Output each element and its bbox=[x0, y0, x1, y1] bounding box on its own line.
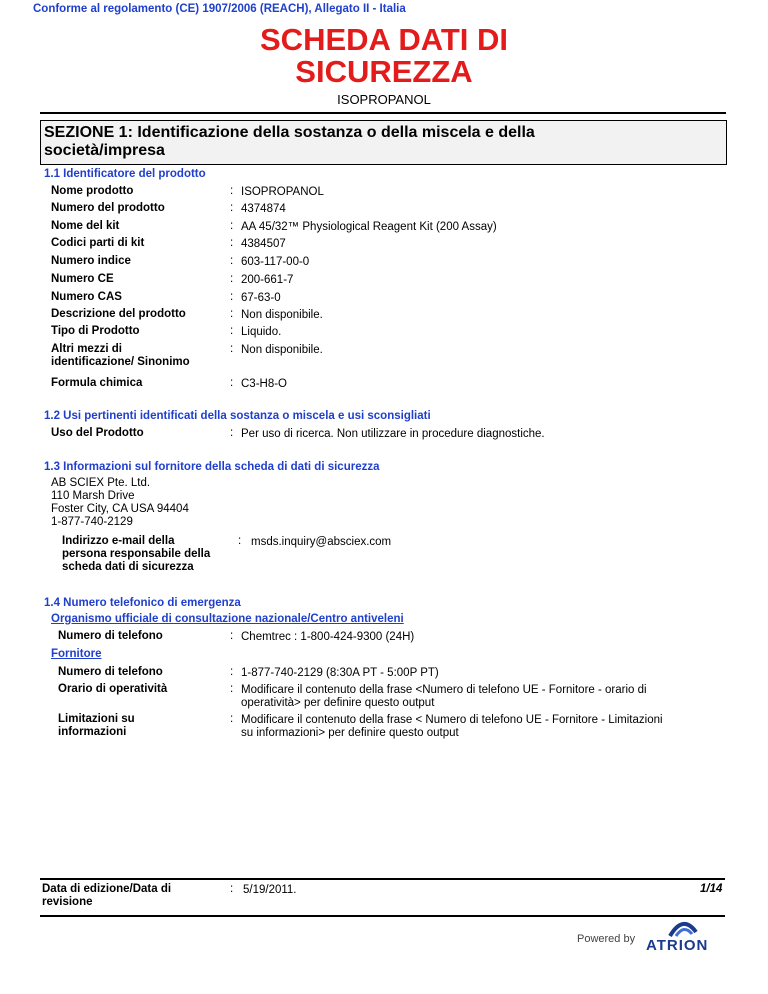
colon: : bbox=[230, 220, 234, 232]
colon: : bbox=[230, 308, 234, 320]
label-product-use: Uso del Prodotto bbox=[51, 427, 144, 439]
value-product-number: 4374874 bbox=[241, 203, 286, 215]
value-limitations-line1: Modificare il contenuto della frase < Numero di telefono UE - Fornitore - Limitazioni bbox=[241, 714, 663, 726]
label-other-identification-line1: Altri mezzi di bbox=[51, 343, 122, 355]
label-supplier-phone: Numero di telefono bbox=[58, 666, 163, 678]
colon: : bbox=[230, 202, 234, 214]
supplier-street: 110 Marsh Drive bbox=[51, 490, 135, 502]
section-1-title-line2: società/impresa bbox=[44, 142, 165, 159]
brand-logo-text: ATRION bbox=[646, 937, 709, 954]
label-kit-name: Nome del kit bbox=[51, 220, 120, 232]
colon: : bbox=[230, 427, 234, 439]
colon: : bbox=[230, 666, 234, 678]
product-name-heading: ISOPROPANOL bbox=[337, 92, 431, 107]
label-ec-number: Numero CE bbox=[51, 273, 114, 285]
label-product-number: Numero del prodotto bbox=[51, 202, 165, 214]
supplier-name: AB SCIEX Pte. Ltd. bbox=[51, 477, 151, 489]
supplier-city: Foster City, CA USA 94404 bbox=[51, 503, 189, 515]
value-supplier-phone: 1-877-740-2129 (8:30A PT - 5:00P PT) bbox=[241, 667, 439, 679]
value-limitations-line2: su informazioni> per definire questo output bbox=[241, 727, 459, 739]
label-product-description: Descrizione del prodotto bbox=[51, 308, 186, 320]
powered-by-text: Powered by bbox=[577, 933, 636, 945]
colon: : bbox=[230, 343, 234, 355]
section-1-header bbox=[40, 120, 727, 165]
label-official-phone: Numero di telefono bbox=[58, 630, 163, 642]
value-official-phone: Chemtrec : 1-800-424-9300 (24H) bbox=[241, 631, 415, 643]
label-revision-date-line1: Data di edizione/Data di bbox=[42, 883, 172, 895]
atrion-logo-icon bbox=[668, 918, 698, 938]
value-product-type: Liquido. bbox=[241, 326, 282, 338]
subsection-1-1-heading: 1.1 Identificatore del prodotto bbox=[44, 168, 206, 180]
document-title-line2: SICUREZZA bbox=[295, 54, 473, 89]
colon: : bbox=[230, 713, 234, 725]
subsection-1-4-heading: 1.4 Numero telefonico di emergenza bbox=[44, 597, 241, 609]
value-email[interactable]: msds.inquiry@absciex.com bbox=[251, 536, 392, 548]
label-chemical-formula: Formula chimica bbox=[51, 377, 143, 389]
label-limitations-line2: informazioni bbox=[58, 726, 127, 738]
official-poison-centre-link[interactable]: Organismo ufficiale di consultazione nazionale/Centro antiveleni bbox=[51, 613, 404, 625]
colon: : bbox=[238, 535, 242, 547]
label-cas-number: Numero CAS bbox=[51, 291, 122, 303]
label-product-type: Tipo di Prodotto bbox=[51, 325, 140, 337]
label-other-identification-line2: identificazione/ Sinonimo bbox=[51, 356, 190, 368]
colon: : bbox=[230, 630, 234, 642]
subsection-1-3-heading: 1.3 Informazioni sul fornitore della scheda di dati di sicurezza bbox=[44, 461, 380, 473]
label-operating-hours: Orario di operatività bbox=[58, 683, 168, 695]
value-index-number: 603-117-00-0 bbox=[241, 256, 310, 268]
value-operating-hours-line2: operatività> per definire questo output bbox=[241, 697, 435, 709]
page-number: 1/14 bbox=[700, 883, 723, 895]
value-ec-number: 200-661-7 bbox=[241, 274, 294, 286]
colon: : bbox=[230, 237, 234, 249]
header-divider bbox=[40, 112, 726, 114]
value-other-identification: Non disponibile. bbox=[241, 344, 323, 356]
label-email-line2: persona responsabile della bbox=[62, 548, 211, 560]
value-operating-hours-line1: Modificare il contenuto della frase <Numero di telefono UE - Fornitore - orario di bbox=[241, 684, 647, 696]
colon: : bbox=[230, 273, 234, 285]
colon: : bbox=[230, 683, 234, 695]
supplier-phone: 1-877-740-2129 bbox=[51, 516, 133, 528]
value-product-name: ISOPROPANOL bbox=[241, 186, 324, 198]
label-product-name: Nome prodotto bbox=[51, 185, 134, 197]
value-kit-part-codes: 4384507 bbox=[241, 238, 286, 250]
colon: : bbox=[230, 883, 234, 895]
colon: : bbox=[230, 325, 234, 337]
regulation-note: Conforme al regolamento (CE) 1907/2006 (REACH), Allegato II - Italia bbox=[33, 3, 406, 15]
label-email-line1: Indirizzo e-mail della bbox=[62, 535, 175, 547]
label-kit-part-codes: Codici parti di kit bbox=[51, 237, 145, 249]
section-1-title-line1: SEZIONE 1: Identificazione della sostanza o della miscela e della bbox=[44, 124, 535, 141]
supplier-link[interactable]: Fornitore bbox=[51, 648, 102, 660]
document-title-line1: SCHEDA DATI DI bbox=[260, 22, 508, 57]
colon: : bbox=[230, 255, 234, 267]
colon: : bbox=[230, 291, 234, 303]
value-product-use: Per uso di ricerca. Non utilizzare in procedure diagnostiche. bbox=[241, 428, 545, 440]
value-product-description: Non disponibile. bbox=[241, 309, 323, 321]
value-revision-date: 5/19/2011. bbox=[243, 884, 297, 896]
subsection-1-2-heading: 1.2 Usi pertinenti identificati della sostanza o miscela e usi sconsigliati bbox=[44, 410, 431, 422]
label-index-number: Numero indice bbox=[51, 255, 131, 267]
label-revision-date-line2: revisione bbox=[42, 896, 93, 908]
value-kit-name: AA 45/32™ Physiological Reagent Kit (200 Assay) bbox=[241, 221, 497, 233]
value-chemical-formula: C3-H8-O bbox=[241, 378, 288, 390]
label-email-line3: scheda dati di sicurezza bbox=[62, 561, 194, 573]
colon: : bbox=[230, 185, 234, 197]
colon: : bbox=[230, 377, 234, 389]
value-cas-number: 67-63-0 bbox=[241, 292, 281, 304]
label-limitations-line1: Limitazioni su bbox=[58, 713, 135, 725]
